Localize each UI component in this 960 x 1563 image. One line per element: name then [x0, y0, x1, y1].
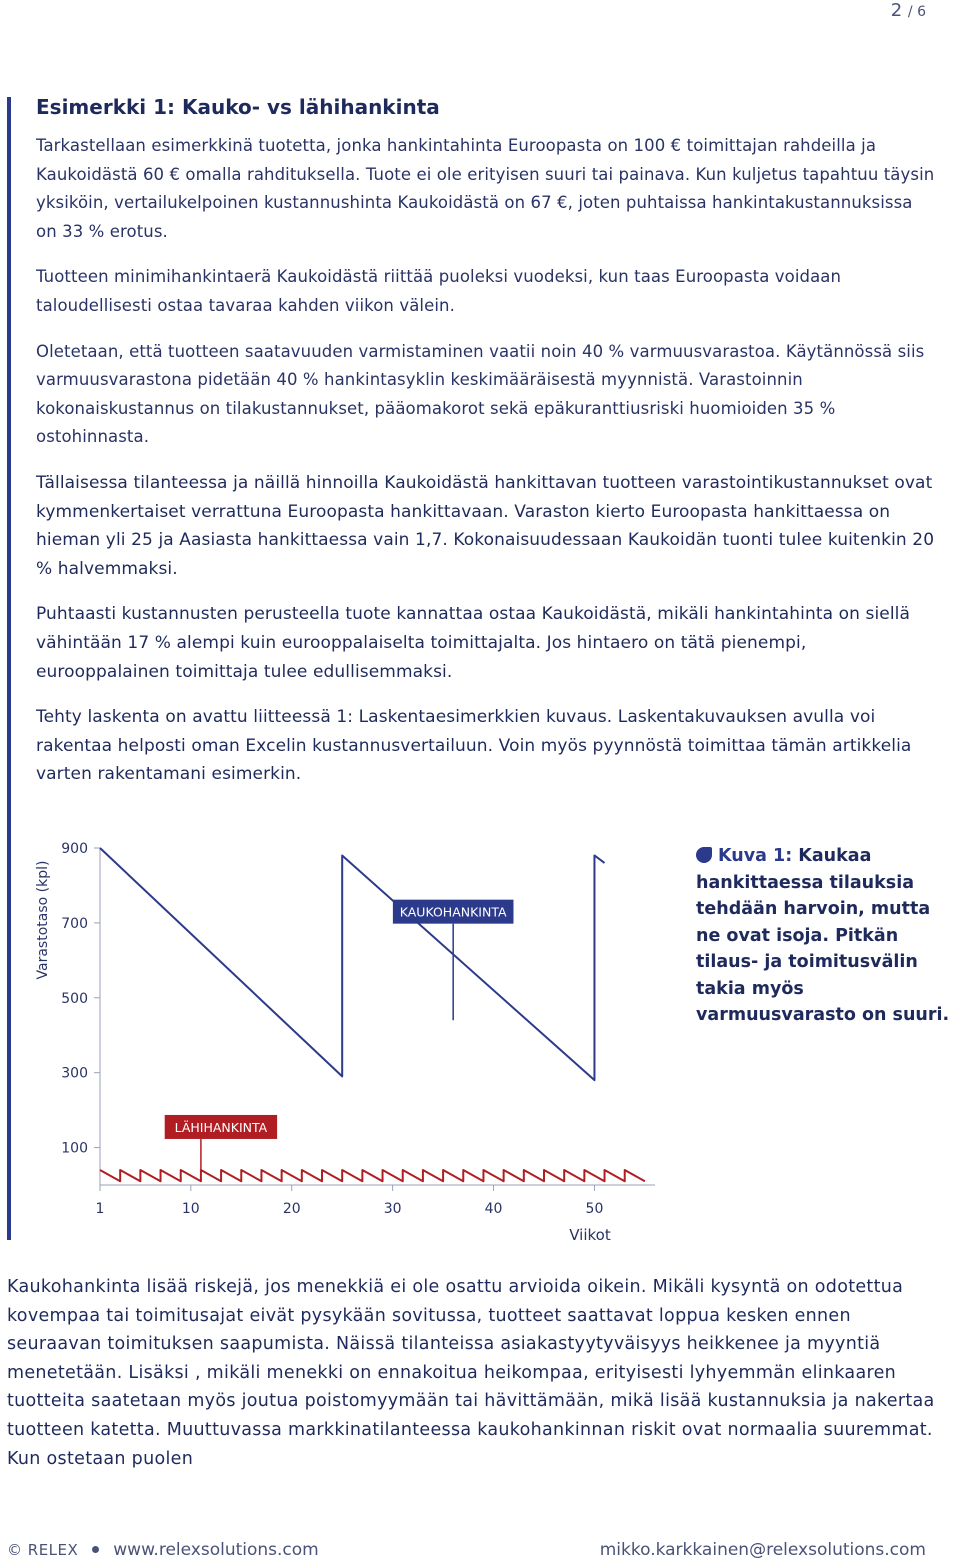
section-accent-rule: [7, 97, 11, 1240]
series-line-lahihankinta: [100, 1170, 645, 1181]
x-tick-label: 10: [181, 1201, 200, 1217]
paragraph-3: Oletetaan, että tuotteen saatavuuden varmistaminen vaatii noin 40 % varmuusvarastoa. Käytännössä siis varmuusvarastona pidetään 40 % hankintasyklin keskimääräisestä myynnistä. Varastoinnin kokonaiskustannus on tilakustannukset, pääomakorot sekä epäkuranttiusriski huomioiden 35 % ostohinnasta.: [36, 341, 925, 447]
paragraph-5: Puhtaasti kustannusten perusteella tuote kannattaa ostaa Kaukoidästä, mikäli hankintahinta on siellä vähintään 17 % alempi kuin eurooppalaiselta toimittajalta. Jos hintaero on tätä pienempi, eurooppalainen toimittaja tulee edullisemmaksi.: [36, 604, 911, 682]
article-body: [36, 93, 936, 806]
caption-text: Kaukaa hankittaessa tilauksia tehdään harvoin, mutta ne ovat isoja. Pitkän tilaus- ja toimitusvälin takia myös varmuusvarasto on suuri.: [696, 846, 950, 1025]
figure-caption: [696, 843, 960, 1029]
bottom-paragraph: Kaukohankinta lisää riskejä, jos menekkiä ei ole osattu arvioida oikein. Mikäli kysyntä on odotettua kovempaa tai toimitusajat eivät pysykään sovitussa, tuotteet saattavat loppua kesken ennen seuraavan toimituksen saapumista. Näissä tilanteissa asiakastyytyväisyys heikkenee ja myyntiä menetetään. Lisäksi , mikäli menekki on ennakoitua heikompaa, erityisesti lyhyemmän elinkaaren tuotteita saatetaan myös joutua poistomyymään tai hävittämään, mikä lisää kustannuksia ja nakertaa tuotteen katetta. Muuttuvassa markkinatilanteessa kaukohankinnan riskit ovat normaalia suuremmat. Kun ostetaan puolen: [7, 1277, 935, 1469]
caption-bullet-icon: [696, 847, 712, 863]
paragraph-4: Tällaisessa tilanteessa ja näillä hinnoilla Kaukoidästä hankittavan tuotteen varastointikustannukset ovat kymmenkertaiset verrattuna Euroopasta hankittavaan. Varaston kierto Euroopasta hankittaessa on hieman yli 25 ja Aasiasta hankittaessa vain 1,7. Kokonaisuudessaan Kaukoidän tuonti tulee kuitenkin 20 % halvemmaksi.: [36, 472, 935, 579]
footer-email-link[interactable]: mikko.karkkainen@relexsolutions.com: [599, 1540, 926, 1560]
x-tick-label: 40: [484, 1201, 503, 1217]
x-tick-label: 1: [95, 1201, 105, 1217]
x-tick-label: 50: [585, 1201, 604, 1217]
paragraph-1: Tarkastellaan esimerkkinä tuotetta, jonka hankintahinta Euroopasta on 100 € toimittajan rahdeilla ja Kaukoidästä 60 € omalla rahdituksella. Tuote ei ole erityisen suuri tai painava. Kun kuljetus tapahtuu täysin yksiköin, vertailukelpoinen kustannushinta Kaukoidästä on 67 €, joten puhtaissa hankintakustannuksissa on 33 % erotus.: [36, 136, 935, 241]
x-tick-label: 30: [383, 1201, 402, 1217]
footer-website-link[interactable]: www.relexsolutions.com: [113, 1540, 319, 1560]
page-number: [891, 0, 926, 21]
chart-svg: [30, 830, 670, 1250]
section-title: Esimerkki 1: Kauko- vs lähihankinta: [36, 95, 440, 119]
page-total: / 6: [907, 4, 926, 20]
chart-xlabel: Viikot: [569, 1226, 611, 1244]
footer-brand: © RELEX: [7, 1541, 79, 1559]
chart-ylabel: Varastotaso (kpl): [35, 860, 51, 980]
paragraph-6: Tehty laskenta on avattu liitteessä 1: Laskentaesimerkkien kuvaus. Laskentakuvauksen avulla voi rakentaa helposti oman Excelin kustannusvertailuun. Voin myös pyynnöstä toimittaa tämän artikkelia varten rakentamani esimerkin.: [36, 707, 912, 785]
inventory-chart: [30, 830, 670, 1250]
footer-bullet-icon: [92, 1546, 99, 1553]
y-tick-label: 300: [61, 1065, 88, 1082]
x-tick-label: 20: [282, 1201, 301, 1217]
annotation-label-lahihankinta: LÄHIHANKINTA: [174, 1119, 268, 1135]
y-tick-label: 900: [61, 841, 88, 857]
page-current: 2: [890, 0, 903, 21]
annotation-label-kaukohankinta: KAUKOHANKINTA: [399, 904, 507, 920]
y-tick-label: 100: [61, 1140, 88, 1157]
paragraph-2: Tuotteen minimihankintaerä Kaukoidästä riittää puoleksi vuodeksi, kun taas Euroopasta voidaan taloudellisesti ostaa tavaraa kahden viikon välein.: [36, 267, 842, 315]
y-tick-label: 700: [61, 915, 88, 932]
series-line-kaukohankinta: [100, 848, 605, 1080]
caption-head: Kuva 1:: [718, 846, 793, 866]
y-tick-label: 500: [61, 990, 88, 1007]
